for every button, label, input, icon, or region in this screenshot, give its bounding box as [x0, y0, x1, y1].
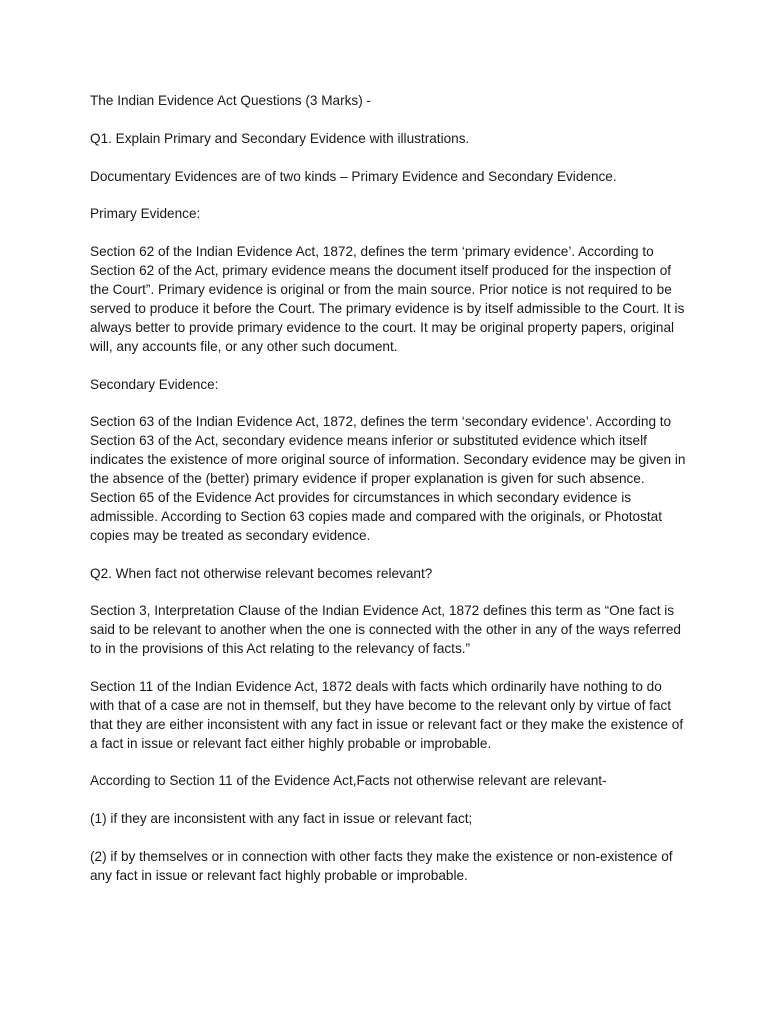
question-1-intro: Documentary Evidences are of two kinds – Primary Evidence and Secondary Evidence. — [90, 168, 617, 184]
primary-evidence-paragraph: Section 62 of the Indian Evidence Act, 1872, defines the term ‘primary evidence’. According to Section 62 of the Act, primary evidence means the document itself produced for the inspection of the Court”. Primary evidence is original or from the main source. Prior notice is not required to be served to produce it before the Court. The primary evidence is by itself admissible to the Court. It is always better to provide primary evidence to the court. It may be original property papers, original will, any accounts file, or any other such document. — [90, 244, 685, 354]
document-page — [90, 92, 686, 905]
document-title: The Indian Evidence Act Questions (3 Marks) - — [90, 93, 372, 108]
relevance-point-2: (2) if by themselves or in connection with other facts they make the existence or non-existence of any fact in issue or relevant fact highly probable or improbable. — [90, 849, 673, 883]
section-3-paragraph: Section 3, Interpretation Clause of the Indian Evidence Act, 1872 defines this term as “One fact is said to be relevant to another when the one is connected with the other in any of the ways referred to in the provisions of this Act relating to the relevancy of facts.” — [90, 603, 681, 657]
primary-evidence-heading: Primary Evidence: — [90, 206, 201, 222]
relevance-point-1: (1) if they are inconsistent with any fact in issue or relevant fact; — [90, 811, 473, 827]
secondary-evidence-paragraph: Section 63 of the Indian Evidence Act, 1872, defines the term ‘secondary evidence’. According to Section 63 of the Act, secondary evidence means inferior or substituted evidence which itself indicates the existence of more original source of information. Secondary evidence may be given in the absence of the (better) primary evidence if proper explanation is given for such absence. Section 65 of the Evidence Act provides for circumstances in which secondary evidence is admissible. According to Section 63 copies made and compared with the originals, or Photostat copies may be treated as secondary evidence. — [90, 414, 686, 543]
secondary-evidence-heading: Secondary Evidence: — [90, 376, 219, 392]
section-11-paragraph: Section 11 of the Indian Evidence Act, 1872 deals with facts which ordinarily have nothing to do with that of a case are not in themself, but they have become to the relevant only by virtue of fact that they are either inconsistent with any fact in issue or relevant fact or they make the existence of a fact in issue or relevant fact either highly probable or improbable. — [90, 678, 684, 751]
question-1-heading: Q1. Explain Primary and Secondary Evidence with illustrations. — [90, 130, 470, 146]
section-11-intro: According to Section 11 of the Evidence Act,Facts not otherwise relevant are relevant- — [90, 773, 607, 789]
question-2-heading: Q2. When fact not otherwise relevant becomes relevant? — [90, 565, 433, 581]
